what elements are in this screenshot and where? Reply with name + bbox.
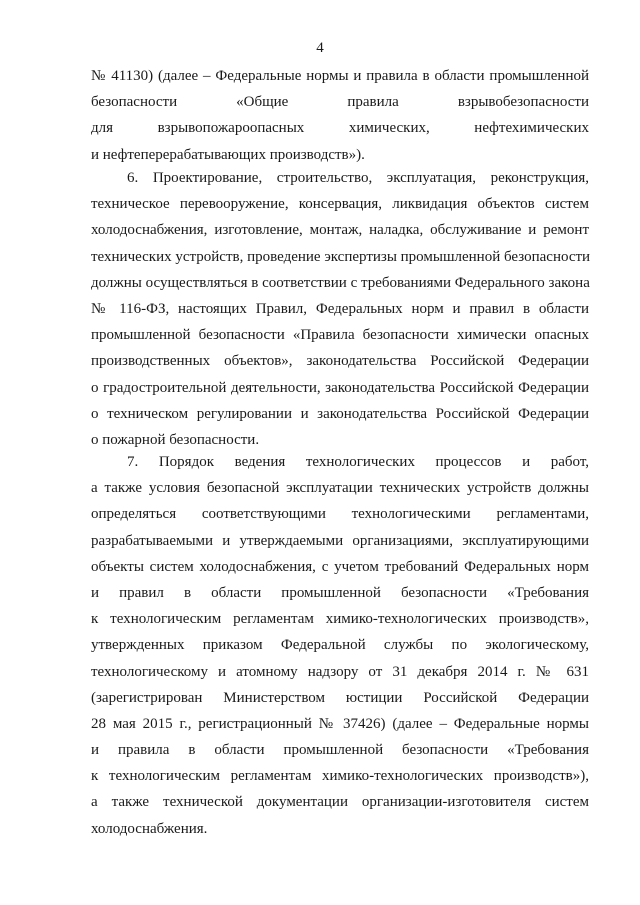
text-line: к технологическим регламентам химико-технологических производств», [91,611,589,628]
text-line: производственных объектов», законодательства Российской Федерации [91,353,589,370]
text-line: объекты систем холодоснабжения, с учетом требований Федеральных норм [91,558,589,575]
text-line: для взрывопожароопасных химических, нефтехимических [91,120,589,137]
text-line: технических устройств, проведение экспертизы промышленной безопасности [91,248,591,265]
text-line: разрабатываемыми и утверждаемыми организациями, эксплуатирующими [91,532,589,549]
text-line: (зарегистрирован Министерством юстиции Российской Федерации [91,689,589,706]
text-line: технологическому и атомному надзору от 31 декабря 2014 г. № 631 [91,663,589,680]
text-line: холодоснабжения, изготовление, монтаж, наладка, обслуживание и ремонт [91,222,589,239]
text-line: утвержденных приказом Федеральной службы по экологическому, [91,637,589,654]
text-line: и правила в области промышленной безопасности «Требования [91,742,589,759]
text-line: о градостроительной деятельности, законодательства Российской Федерации [91,379,589,396]
text-line: о техническом регулировании и законодательства Российской Федерации [91,405,589,422]
paragraph-6 [91,165,589,453]
text-line: о пожарной безопасности. [91,431,260,448]
text-line: безопасности «Общие правила взрывобезопасности [91,94,589,111]
paragraph-continuation [91,63,589,168]
text-line: № 41130) (далее – Федеральные нормы и правила в области промышленной [91,68,589,84]
text-line: холодоснабжения. [91,820,208,837]
text-line: должны осуществляться в соответствии с требованиями Федерального закона [91,274,590,291]
text-line: и правил в области промышленной безопасности «Требования [91,584,589,601]
text-line: а также технической документации организации-изготовителя систем [91,794,589,811]
text-line: и нефтеперерабатывающих производств»). [91,146,365,163]
text-line: 6. Проектирование, строительство, эксплуатация, реконструкция, [127,170,589,186]
text-line: а также условия безопасной эксплуатации технических устройств должны [91,480,589,497]
page-number: 4 [316,40,324,56]
text-line: 7. Порядок ведения технологических процессов и работ, [127,454,589,470]
text-line: определяться соответствующими технологическими регламентами, [91,506,589,523]
text-line: № 116-ФЗ, настоящих Правил, Федеральных норм и правил в области [91,300,589,317]
text-line: промышленной безопасности «Правила безопасности химически опасных [91,327,589,344]
text-line: техническое перевооружение, консервация, ликвидация объектов систем [91,196,589,213]
paragraph-7 [91,449,589,842]
text-line: к технологическим регламентам химико-технологических производств»), [91,768,589,785]
text-line: 28 мая 2015 г., регистрационный № 37426) (далее – Федеральные нормы [91,715,589,732]
